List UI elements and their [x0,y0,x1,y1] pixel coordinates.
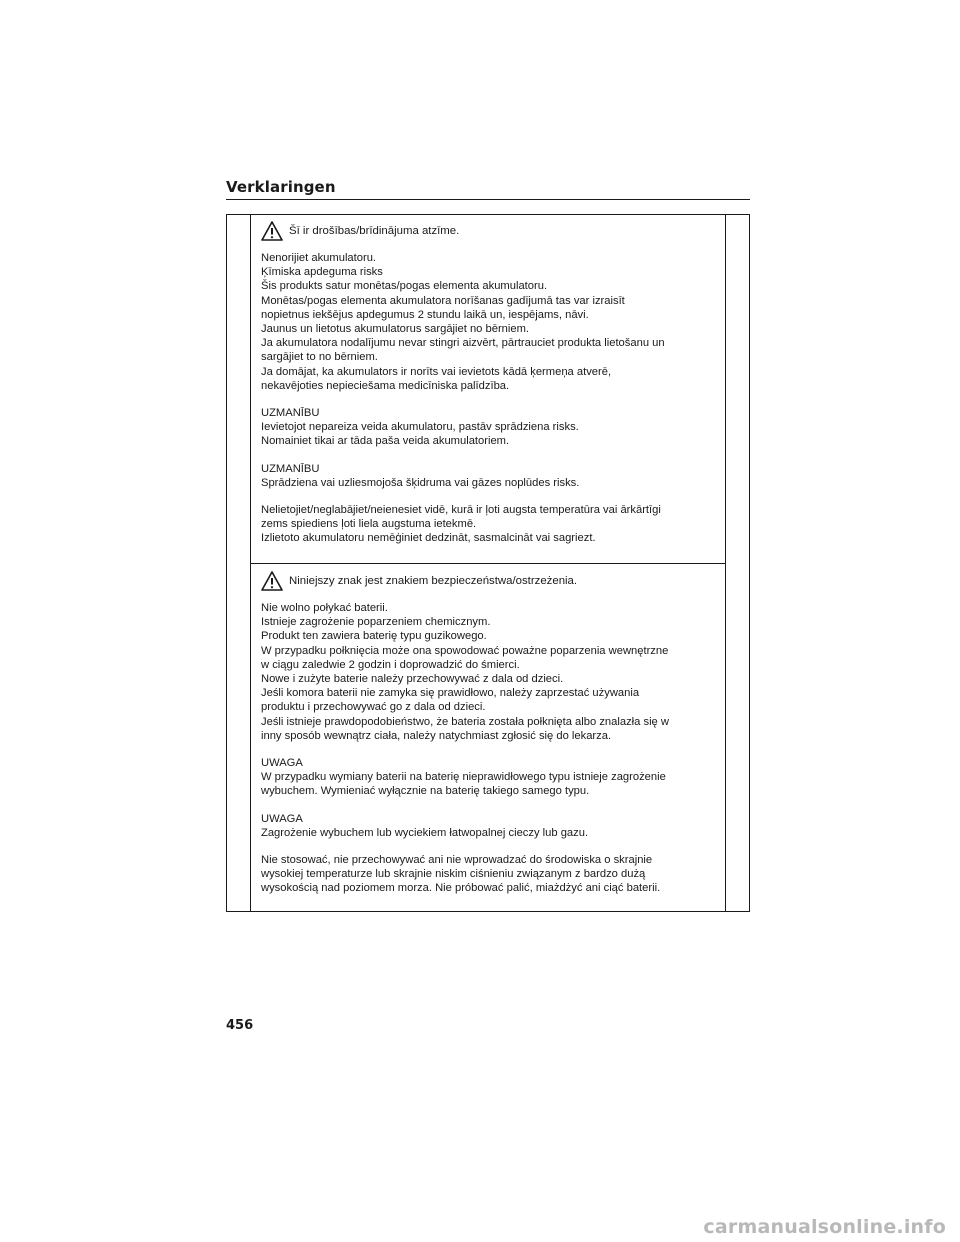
polish-warning-label: Niniejszy znak jest znakiem bezpieczeństwa/ostrzeżenia. [289,574,578,587]
text-line: produktu i przechowywać go z dala od dzieci. [261,701,486,714]
text-line: wysokością nad poziomem morza. Nie próbować palić, miażdżyć ani ciąć baterii. [261,882,661,895]
paragraph [261,812,723,840]
warning-triangle-icon [261,221,283,241]
polish-paragraphs [261,601,723,896]
text-line: Ja domājat, ka akumulators ir norīts vai ievietots kādā ķermeņa atverē, [261,365,612,378]
declaration-inner-frame [250,214,726,912]
text-line: inny sposób wewnątrz ciała, należy natychmiast zgłosić się do lekarza. [261,729,612,742]
paragraph [261,756,723,799]
text-line: zems spiediens ļoti liela augstuma ietekmē. [261,518,477,531]
text-line: UWAGA [261,812,303,825]
polish-block [261,570,723,909]
text-line: Jeśli komora baterii nie zamyka się prawidłowo, należy zaprzestać używania [261,687,640,700]
text-line: Nie wolno połykać baterii. [261,602,388,614]
section-divider [251,563,725,564]
paragraph [261,251,723,393]
watermark: carmanualsonline.info [703,1216,946,1238]
text-line: nekavējoties nepieciešama medicīniska palīdzība. [261,379,510,392]
text-line: wysokiej temperaturze lub skrajnie niskim ciśnieniu związanym z bardzo dużą [261,868,646,881]
polish-warning-row [261,570,723,592]
text-line: Nenorijiet akumulatoru. [261,252,377,264]
text-line: Istnieje zagrożenie poparzeniem chemicznym. [261,616,491,629]
paragraph [261,462,723,490]
text-line: W przypadku wymiany baterii na baterię nieprawidłowego typu istnieje zagrożenie [261,771,666,784]
text-line: Nowe i zużyte baterie należy przechowywać z dala od dzieci. [261,673,564,686]
text-line: Šis produkts satur monētas/pogas elementa akumulatoru. [261,280,548,293]
latvian-paragraphs [261,251,723,546]
text-line: Sprādziena vai uzliesmojoša šķidruma vai gāzes noplūdes risks. [261,476,580,489]
text-line: Nelietojiet/neglabājiet/neienesiet vidē, kurā ir ļoti augsta temperatūra vai ārkārtīgi [261,504,661,517]
title-rule [226,199,750,200]
text-line: sargājiet to no bērniem. [261,351,378,364]
text-line: wybuchem. Wymieniać wyłącznie na baterię takiego samego typu. [261,785,590,798]
declaration-frame [226,214,750,912]
text-line: Jeśli istnieje prawdopodobieństwo, że bateria została połknięta albo znalazła się w [261,715,669,728]
text-line: Ķīmiska apdeguma risks [261,266,383,279]
text-line: w ciągu zaledwie 2 godzin i doprowadzić do śmierci. [261,658,520,671]
paragraph [261,853,723,896]
text-line: Zagrożenie wybuchem lub wyciekiem łatwopalnej cieczy lub gazu. [261,826,589,839]
latvian-warning-label: Šī ir drošības/brīdinājuma atzīme. [289,224,460,237]
text-line: Monētas/pogas elementa akumulatora norīšanas gadījumā tas var izraisīt [261,294,625,307]
warning-triangle-icon [261,571,283,591]
text-line: Izlietoto akumulatoru nemēģiniet dedzināt, sasmalcināt vai sagriezt. [261,532,596,545]
text-line: UWAGA [261,757,303,770]
text-line: Produkt ten zawiera baterię typu guzikowego. [261,630,487,643]
text-line: UZMANĪBU [261,407,320,420]
text-line: Ja akumulatora nodalījumu nevar stingri aizvērt, pārtrauciet produkta lietošanu un [261,337,665,350]
text-line: Jaunus un lietotus akumulatorus sargājiet no bērniem. [261,323,530,336]
text-line: UZMANĪBU [261,462,320,475]
text-line: Ievietojot nepareiza veida akumulatoru, pastāv sprādziena risks. [261,421,579,434]
text-line: W przypadku połknięcia może ona spowodować poważne poparzenia wewnętrzne [261,644,669,657]
latvian-block [261,220,723,559]
latvian-warning-row [261,220,723,242]
section-title: Verklaringen [226,178,336,196]
paragraph [261,503,723,546]
text-line: nopietnus iekšējus apdegumus 2 stundu laikā un, iespējams, nāvi. [261,308,589,321]
paragraph [261,601,723,743]
paragraph [261,406,723,449]
text-line: Nomainiet tikai ar tāda paša veida akumulatoriem. [261,435,510,448]
page-number: 456 [226,1018,254,1033]
text-line: Nie stosować, nie przechowywać ani nie wprowadzać do środowiska o skrajnie [261,854,653,867]
